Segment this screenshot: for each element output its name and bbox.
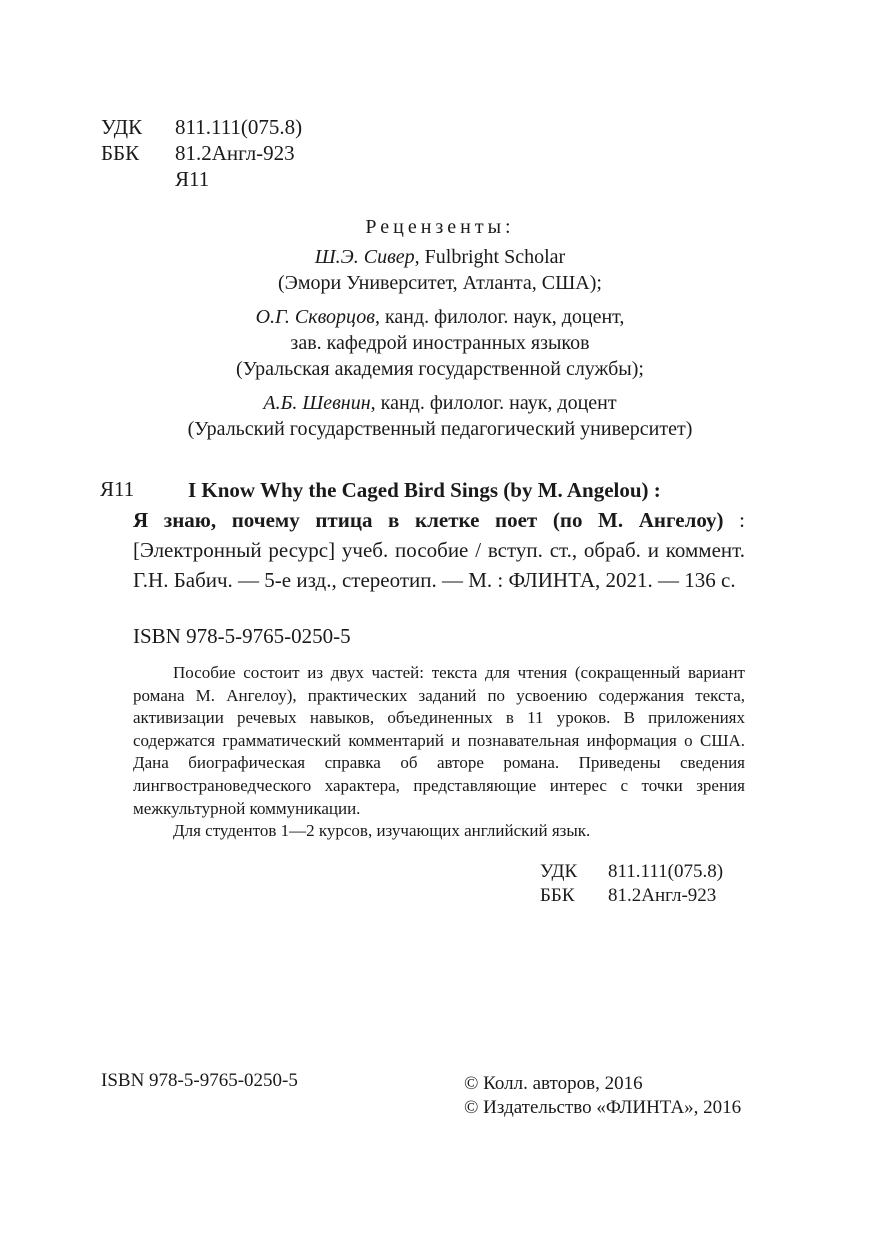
reviewer-2 bbox=[100, 304, 780, 382]
annotation bbox=[133, 662, 745, 843]
biblio-title-en bbox=[188, 475, 745, 505]
biblio-index-mark: Я11 bbox=[100, 477, 135, 501]
index-code: Я11 bbox=[175, 167, 210, 191]
isbn-footer: ISBN 978-5-9765-0250-5 bbox=[101, 1070, 298, 1091]
reviewer-3-org: (Уральский государственный педагогический университет) bbox=[187, 418, 693, 440]
bbk-value: 81.2Англ-923 bbox=[175, 141, 295, 165]
reviewer-3-name: А.Б. Шевнин bbox=[263, 392, 371, 414]
reviewers-title: Рецензенты: bbox=[365, 216, 515, 238]
reviewer-2-affil: , канд. филолог. наук, доцент, bbox=[374, 306, 625, 328]
reviewer-2-position: зав. кафедрой иностранных языков bbox=[290, 332, 590, 354]
reviewer-2-org: (Уральская академия государственной службы); bbox=[236, 358, 644, 380]
copyright-publisher: © Издательство «ФЛИНТА», 2016 bbox=[464, 1097, 742, 1118]
bbk-bottom-value: 81.2Англ-923 bbox=[608, 885, 717, 906]
udk-bottom-line bbox=[540, 858, 723, 885]
udk-value: 811.111(075.8) bbox=[175, 115, 303, 139]
udk-label: УДК bbox=[101, 115, 143, 139]
reviewer-3-affil: , канд. филолог. наук, доцент bbox=[370, 392, 617, 414]
isbn-main: ISBN 978-5-9765-0250-5 bbox=[133, 624, 351, 648]
bbk-bottom-line bbox=[540, 882, 716, 909]
udk-line bbox=[101, 114, 302, 140]
udk-bottom-label: УДК bbox=[540, 861, 578, 882]
index-code-line bbox=[101, 166, 209, 192]
book-title-ru: Я знаю, почему птица в клетке поет (по М. Ангелоу) bbox=[133, 508, 724, 532]
reviewer-1-affil: , Fulbright Scholar bbox=[414, 246, 566, 268]
biblio-record bbox=[133, 505, 745, 595]
title-separator: : bbox=[723, 508, 745, 532]
annotation-paragraph-2: Для студентов 1—2 курсов, изучающих английский язык. bbox=[173, 821, 591, 841]
reviewers-section bbox=[100, 214, 780, 442]
reviewer-1 bbox=[100, 244, 780, 296]
bbk-line bbox=[101, 140, 295, 166]
book-title-en: I Know Why the Caged Bird Sings (by M. Angelou) : bbox=[188, 478, 661, 502]
udk-bottom-value: 811.111(075.8) bbox=[608, 861, 724, 882]
copyright-authors: © Колл. авторов, 2016 bbox=[464, 1073, 643, 1094]
reviewer-2-name: О.Г. Скворцов bbox=[255, 306, 375, 328]
reviewer-1-org: (Эмори Университет, Атланта, США); bbox=[278, 272, 602, 294]
bbk-bottom-label: ББК bbox=[540, 885, 575, 906]
reviewer-1-name: Ш.Э. Сивер bbox=[314, 246, 415, 268]
annotation-paragraph-1: Пособие состоит из двух частей: текста для чтения (сокращенный вариант романа М. Ангелоу), практических заданий по усвоению содержания текста, активизации речевых навыков, объединенных в 11 уроков. В приложениях содержатся грамматический комментарий и познавательная информация о США. Дана биографическая справка об авторе романа. Приведены сведения лингвострановедческого характера, представляющие интерес с точки зрения межкультурной коммуникации. bbox=[133, 663, 745, 818]
book-details: [Электронный ресурс] учеб. пособие / вступ. ст., обраб. и коммент. Г.Н. Бабич. — 5-е изд., стереотип. — М. : ФЛИНТА, 2021. — 136 с. bbox=[133, 538, 745, 592]
bbk-label: ББК bbox=[101, 141, 140, 165]
reviewer-3 bbox=[100, 390, 780, 442]
